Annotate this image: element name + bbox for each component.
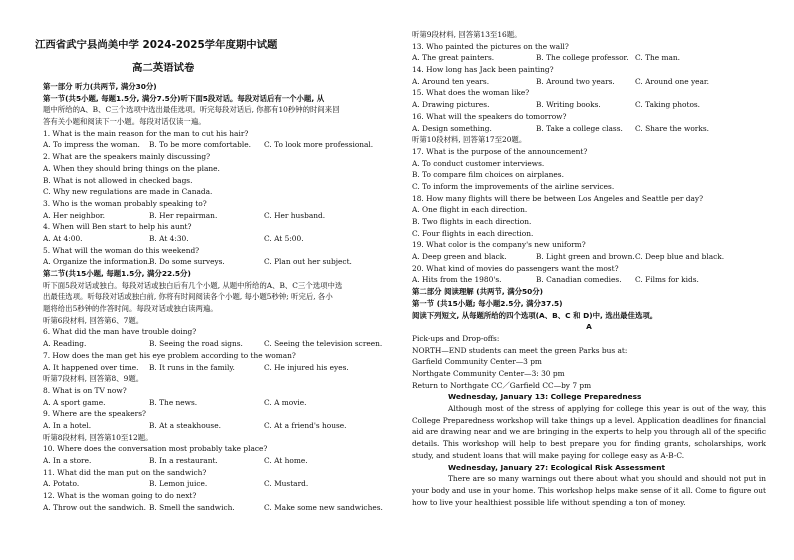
answer-option: B. Her repairman. — [149, 210, 218, 220]
instruction-line: 听第10段材料, 回答第17至20题。 — [412, 135, 527, 145]
question-line: A. One flight in each direction. — [412, 205, 528, 215]
answer-option: A. In a store. — [43, 456, 92, 465]
answer-option: C. To look more professional. — [264, 140, 374, 150]
answer-option: A. In a hotel. — [43, 420, 92, 430]
answer-option: C. At home. — [264, 456, 308, 465]
answer-options — [412, 251, 766, 263]
answer-option: A. Her neighbor. — [43, 210, 105, 220]
question-line: 1. What is the main reason for the man to cut his hair? — [43, 128, 249, 138]
question-line: 16. What will the speakers do tomorrow? — [412, 111, 567, 121]
instruction-line: 出最佳选项。听每段对话或独白前, 你将有时间阅读各个小题, 每小题5秒钟; 听完后, 各小 — [43, 292, 333, 302]
answer-options — [43, 338, 389, 350]
answer-options — [43, 478, 389, 490]
answer-option: A. Deep green and black. — [412, 252, 507, 262]
answer-option: A. At 4:00. — [43, 233, 83, 243]
answer-option: B. Canadian comedies. — [536, 275, 622, 285]
question-line: 6. What did the man have trouble doing? — [43, 327, 197, 337]
answer-option: C. He injured his eyes. — [264, 362, 349, 372]
section-heading: 阅读下列短文, 从每题所给的四个选项(A、B、C 和 D)中, 选出最佳选项。 — [412, 310, 658, 320]
answer-options — [43, 502, 389, 514]
workshop-heading: Wednesday, January 27: Ecological Risk Assessment — [448, 462, 665, 472]
answer-option: C. Make some new sandwiches. — [264, 502, 383, 512]
answer-options — [43, 420, 389, 432]
answer-option: A. Hits from the 1980's. — [412, 275, 502, 285]
answer-option: C. Share the works. — [635, 123, 709, 133]
question-line: C. To inform the improvements of the airline services. — [412, 181, 615, 191]
answer-option: C. Taking photos. — [635, 100, 701, 110]
section-heading: 第二节(共15小题, 每题1.5分, 满分22.5分) — [43, 269, 191, 278]
answer-option: B. At 4:30. — [149, 233, 189, 243]
answer-option: A. Around ten years. — [412, 76, 490, 86]
question-line: 5. What will the woman do this weekend? — [43, 245, 200, 255]
answer-option: B. Writing books. — [536, 100, 601, 110]
passage-paragraph: Although most of the stress of applying for college this year is out of the way, this College Preparedness workshop will take things up a level. Application deadlines for financial aid are drawing near and we are bringing in the experts to help you through all of the specific details. This workshop will help to best prepare you for finding grants, scholarships, work study, and student loans that will make paying for college easy as A-B-C. — [412, 404, 766, 460]
answer-option: C. Seeing the television screen. — [264, 339, 383, 349]
question-line: 20. What kind of movies do passengers want the most? — [412, 263, 619, 273]
answer-options — [43, 139, 389, 151]
question-line: 2. What are the speakers mainly discussing? — [43, 152, 211, 162]
question-line: 14. How long has Jack been painting? — [412, 65, 554, 75]
question-line: 11. What did the man put on the sandwich? — [43, 467, 207, 477]
left-column — [43, 81, 389, 513]
question-line: NORTH—END students can meet the green Parks bus at: — [412, 345, 628, 355]
question-line: 10. Where does the conversation most probably take place? — [43, 444, 268, 454]
question-line: A. When they should bring things on the plane. — [43, 163, 220, 173]
question-line: Pick-ups and Drop-offs: — [412, 333, 500, 343]
question-line: 17. What is the purpose of the announcement? — [412, 146, 588, 156]
answer-option: B. In a restaurant. — [149, 456, 218, 465]
answer-options — [412, 123, 766, 135]
answer-option: B. The news. — [149, 397, 198, 407]
answer-options — [43, 362, 389, 374]
right-column — [412, 29, 766, 508]
answer-option: B. Lemon juice. — [149, 479, 208, 489]
answer-options — [43, 233, 389, 245]
answer-option: C. Around one year. — [635, 76, 709, 86]
answer-option: B. It runs in the family. — [149, 362, 235, 372]
answer-option: A. A sport game. — [43, 397, 106, 407]
question-line: 8. What is on TV now? — [43, 385, 127, 395]
question-line: B. What is not allowed in checked bags. — [43, 175, 193, 185]
answer-option: A. Reading. — [43, 339, 87, 349]
instruction-line: 题将给出5秒钟的作答时间。每段对话或独白读两遍。 — [43, 304, 218, 314]
answer-option: A. Potato. — [43, 479, 80, 489]
answer-options — [43, 256, 389, 268]
answer-option: C. Mustard. — [264, 479, 309, 489]
answer-options — [412, 76, 766, 88]
answer-options — [43, 397, 389, 409]
exam-subtitle: 高二英语试卷 — [132, 62, 195, 74]
answer-option: A. Throw out the sandwich. — [43, 502, 146, 512]
answer-options — [412, 274, 766, 286]
answer-option: C. The man. — [635, 53, 681, 63]
instruction-line: 听第8段材料, 回答第10至12题。 — [43, 432, 153, 442]
instruction-line: 听第6段材料, 回答第6、7题。 — [43, 315, 144, 325]
answer-option: A. Organize the information. — [43, 257, 151, 267]
answer-option: A. Drawing pictures. — [412, 100, 490, 110]
answer-option: C. Films for kids. — [635, 275, 699, 285]
section-heading: 第二部分 阅读理解 (共两节, 满分50分) — [412, 287, 544, 297]
section-heading: 第一节(共5小题, 每题1.5分, 满分7.5分)听下面5段对话。每段对话后有一个小题, 从 — [43, 93, 325, 103]
instruction-line: 听第7段材料, 回答第8、9题。 — [43, 374, 144, 384]
answer-option: B. Smell the sandwich. — [149, 502, 235, 512]
question-line: 19. What color is the company's new uniform? — [412, 240, 586, 250]
question-line: A. To conduct customer interviews. — [412, 158, 545, 168]
answer-option: B. Seeing the road signs. — [149, 339, 243, 349]
question-line: 4. When will Ben start to help his aunt? — [43, 222, 192, 232]
answer-option: B. Do some surveys. — [149, 257, 225, 267]
question-line: 12. What is the woman going to do next? — [43, 491, 197, 501]
question-line: C. Four flights in each direction. — [412, 228, 534, 238]
workshop-heading: Wednesday, January 13: College Preparedness — [448, 392, 642, 402]
answer-option: A. Design something. — [412, 123, 492, 133]
answer-option: C. Deep blue and black. — [635, 252, 725, 262]
instruction-line: 答有关小题和阅读下一小题。每段对话仅读一遍。 — [43, 117, 206, 127]
answer-option: B. At a steakhouse. — [149, 420, 221, 430]
answer-option: B. Light green and brown. — [536, 252, 635, 262]
question-line: B. Two flights in each direction. — [412, 217, 532, 226]
instruction-line: 听下面5段对话或独白。每段对话或独白后有几个小题, 从题中所给的A、B、C三个选项中选 — [43, 280, 343, 290]
question-line: Northgate Community Center—3: 30 pm — [412, 368, 565, 378]
answer-option: C. A movie. — [264, 397, 307, 407]
question-line: 15. What does the woman like? — [412, 88, 530, 98]
question-line: 13. Who painted the pictures on the wall? — [412, 41, 569, 51]
answer-option: C. At 5:00. — [264, 233, 304, 243]
instruction-line: 题中所给的A、B、C三个选项中选出最佳选项。听完每段对话后, 你都有10秒钟的时间来回 — [43, 105, 340, 115]
answer-option: C. At a friend's house. — [264, 420, 347, 430]
exam-title: 江西省武宁县尚美中学 2024-2025学年度期中试题 — [35, 39, 278, 51]
question-line: B. To compare film choices on airplanes. — [412, 170, 564, 180]
answer-option: B. Take a college class. — [536, 123, 623, 133]
answer-options — [412, 52, 766, 64]
section-heading: 第一节 (共15小题; 每小题2.5分, 满分37.5) — [412, 298, 563, 308]
answer-option: B. To be more comfortable. — [149, 140, 251, 150]
instruction-line: 听第9段材料, 回答第13至16题。 — [412, 30, 522, 39]
answer-option: A. It happened over time. — [43, 362, 139, 372]
section-heading: 第一部分 听力(共两节, 满分30分) — [43, 82, 157, 91]
question-line: 9. Where are the speakers? — [43, 409, 146, 419]
question-line: C. Why new regulations are made in Canada. — [43, 187, 213, 197]
answer-option: A. The great painters. — [412, 53, 495, 63]
passage-label: A — [586, 322, 592, 332]
answer-option: C. Plan out her subject. — [264, 257, 352, 267]
passage-paragraph: There are so many warnings out there about what you should and should not put in your body and use in your home. This workshop helps make sense of it all. Come to figure out how to live your healthiest possible life without spending a ton of money. — [412, 474, 766, 507]
answer-option: B. Around two years. — [536, 76, 615, 86]
question-line: 3. Who is the woman probably speaking to? — [43, 198, 207, 208]
question-line: 7. How does the man get his eye problem according to the woman? — [43, 350, 296, 360]
question-line: 18. How many flights will there be between Los Angeles and Seattle per day? — [412, 193, 704, 203]
answer-options — [43, 210, 389, 222]
answer-option: B. The college professor. — [536, 53, 629, 63]
answer-options — [412, 99, 766, 111]
answer-options — [43, 455, 389, 467]
answer-option: C. Her husband. — [264, 210, 326, 220]
question-line: Garfield Community Center—3 pm — [412, 357, 542, 367]
answer-option: A. To impress the woman. — [43, 140, 140, 150]
question-line: Return to Northgate CC／Garfield CC—by 7 pm — [412, 380, 592, 390]
